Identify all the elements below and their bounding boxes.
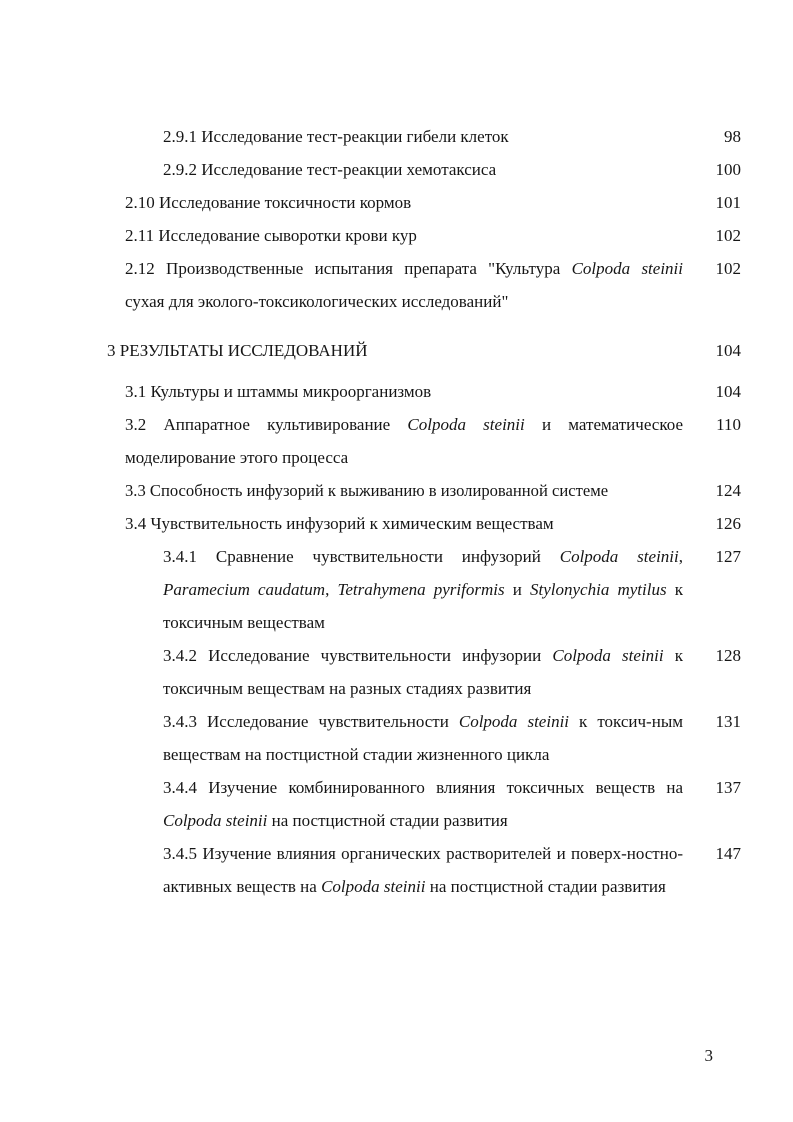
entry-text-segment: 2.12 Производственные испытания препарата "Культура xyxy=(125,259,572,278)
toc-entry-text xyxy=(125,474,690,507)
toc-page-number: 131 xyxy=(715,712,741,731)
entry-text-segment: 3 РЕЗУЛЬТАТЫ ИССЛЕДОВАНИЙ xyxy=(107,341,368,360)
species-name: Tetrahymena pyriformis xyxy=(337,580,505,599)
species-name: Colpoda steinii xyxy=(571,259,683,278)
entry-text-segment: 3.4.3 Исследование чувствительности xyxy=(163,712,459,731)
toc-entry-text xyxy=(125,252,683,318)
toc-entry-2-12 xyxy=(125,252,683,318)
toc-page-number: 100 xyxy=(715,160,741,179)
entry-text-segment: 3.3 Способность инфузорий к выживанию в изолированной системе xyxy=(125,481,609,500)
toc-page-number: 110 xyxy=(716,415,741,434)
entry-text-segment: 3.4.4 Изучение комбинированного влияния токсичных веществ на xyxy=(163,778,683,797)
entry-text-segment: , xyxy=(325,580,338,599)
toc-page-number: 101 xyxy=(715,193,741,212)
entry-text-segment: к токсич-ным веществам на постцистной стадии жизненного цикла xyxy=(163,712,683,764)
toc-entry-3-1 xyxy=(125,375,683,408)
toc-page-number: 104 xyxy=(715,382,741,401)
entry-text-segment: 3.4 Чувствительность инфузорий к химическим веществам xyxy=(125,514,554,533)
entry-text-segment: 3.4.2 Исследование чувствительности инфузории xyxy=(163,646,553,665)
entry-text-segment: , xyxy=(678,547,683,566)
toc-entry-text xyxy=(163,639,683,705)
toc-entry-text xyxy=(125,375,683,408)
toc-page-number: 104 xyxy=(715,341,741,360)
entry-text-segment: на постцистной стадии развития xyxy=(267,811,508,830)
entry-text-segment: 2.9.1 Исследование тест-реакции гибели клеток xyxy=(163,127,509,146)
toc-entry-text xyxy=(125,186,683,219)
entry-text-segment: сухая для эколого-токсикологических исследований" xyxy=(125,292,509,311)
toc-page-number: 98 xyxy=(724,127,741,146)
entry-text-segment: 3.4.1 Сравнение чувствительности инфузорий xyxy=(163,547,560,566)
toc-page-number: 137 xyxy=(715,778,741,797)
toc-entry-3-3 xyxy=(125,474,690,507)
entry-text-segment: 3.2 Аппаратное культивирование xyxy=(125,415,408,434)
toc-entry-3-4-2 xyxy=(163,639,683,705)
toc-entry-2-9-2 xyxy=(163,153,683,186)
species-name: Colpoda steinii xyxy=(458,712,570,731)
toc-entry-text xyxy=(163,120,683,153)
toc-entry-3-4 xyxy=(125,507,683,540)
toc-entry-text xyxy=(163,771,683,837)
entry-text-segment: и xyxy=(504,580,531,599)
toc-entry-3-4-3 xyxy=(163,705,683,771)
species-name: Colpoda steinii xyxy=(559,547,679,566)
toc-page-number: 126 xyxy=(715,514,741,533)
entry-text-segment: 3.1 Культуры и штаммы микроорганизмов xyxy=(125,382,432,401)
entry-text-segment: и математическое моделирование этого процесса xyxy=(125,415,683,467)
toc-entry-3-4-4 xyxy=(163,771,683,837)
page-number: 3 xyxy=(704,1046,713,1065)
species-name: Paramecium caudatum xyxy=(163,580,326,599)
toc-entry-text xyxy=(125,408,683,474)
toc-entry-text xyxy=(107,334,683,367)
species-name: Colpoda steinii xyxy=(407,415,525,434)
species-name: Colpoda steinii xyxy=(163,811,268,830)
toc-page-number: 102 xyxy=(715,259,741,278)
toc-entry-text xyxy=(163,153,683,186)
entry-text-segment: 2.11 Исследование сыворотки крови кур xyxy=(125,226,417,245)
toc-entry-text xyxy=(163,705,683,771)
toc-entry-2-11 xyxy=(125,219,683,252)
toc-entry-3-4-5 xyxy=(163,837,683,903)
toc-page-number: 124 xyxy=(715,481,741,500)
entry-text-segment: 2.9.2 Исследование тест-реакции хемотаксиса xyxy=(163,160,497,179)
entry-text-segment: к токсичным веществам xyxy=(163,580,683,632)
species-name: Colpoda steinii xyxy=(321,877,426,896)
species-name: Colpoda steinii xyxy=(552,646,664,665)
species-name: Stylonychia mytilus xyxy=(530,580,667,599)
toc-entry-2-10 xyxy=(125,186,683,219)
toc-page-number: 128 xyxy=(715,646,741,665)
toc-entry-3-2 xyxy=(125,408,683,474)
entry-text-segment: 2.10 Исследование токсичности кормов xyxy=(125,193,412,212)
entry-text-segment: 3.4.5 Изучение влияния органических растворителей и поверх-ностно-активных веществ на xyxy=(163,844,683,896)
toc-entry-text xyxy=(125,219,683,252)
toc-entry-text xyxy=(163,837,683,903)
toc-page-number: 102 xyxy=(715,226,741,245)
toc-page-number: 147 xyxy=(715,844,741,863)
toc-entry-3 xyxy=(107,334,683,367)
toc-entry-2-9-1 xyxy=(163,120,683,153)
toc-entry-text xyxy=(163,540,683,639)
toc-entry-text xyxy=(125,507,683,540)
entry-text-segment: на постцистной стадии развития xyxy=(425,877,666,896)
entry-text-segment: к токсичным веществам на разных стадиях развития xyxy=(163,646,684,698)
toc-entry-3-4-1 xyxy=(163,540,683,639)
toc-page-number: 127 xyxy=(715,547,741,566)
